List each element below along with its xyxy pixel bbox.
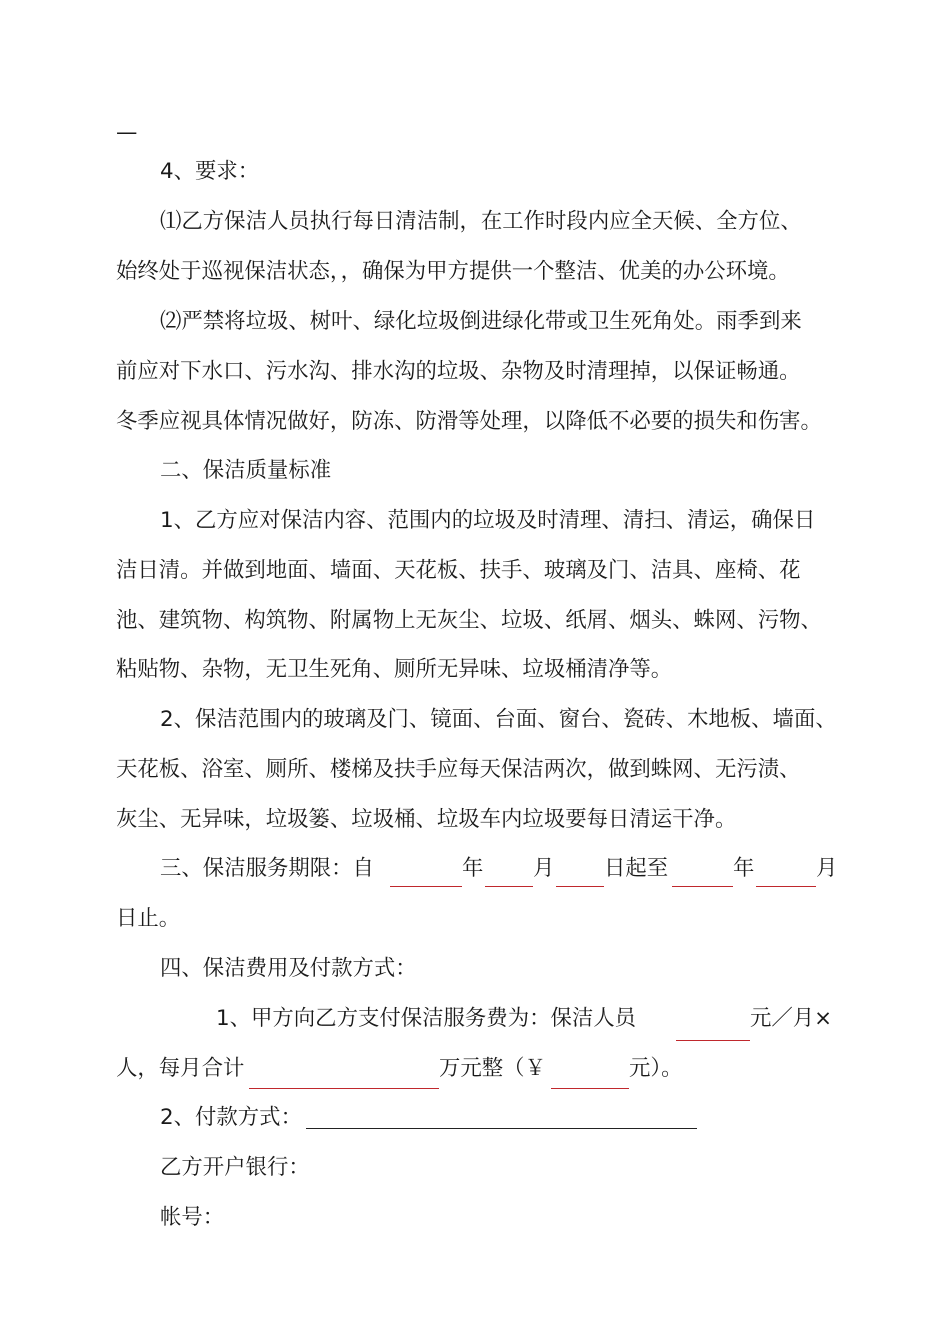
payment-method-line xyxy=(0,1103,950,1137)
fee-line-1 xyxy=(0,1004,950,1044)
payment-method-blank[interactable] xyxy=(306,1128,697,1129)
requirements-heading: 4、要求： xyxy=(160,159,260,184)
fee-text: 人，每月合计 xyxy=(116,1056,245,1081)
start-year-blank[interactable] xyxy=(390,886,462,887)
paragraph-line: 前应对下水口、污水沟、排水沟的垃圾、杂物及时清理掉，以保证畅通。 xyxy=(116,359,801,384)
paragraph-line: 1、乙方应对保洁内容、范围内的垃圾及时清理、清扫、清运，确保日 xyxy=(160,508,816,533)
account-label: 帐号： xyxy=(160,1205,225,1230)
start-day-blank[interactable] xyxy=(556,886,604,887)
fee-line-2 xyxy=(0,1054,950,1094)
section-heading-quality: 二、保洁质量标准 xyxy=(160,458,332,483)
paragraph-line: 日止。 xyxy=(116,906,181,931)
payment-method-label: 2、付款方式： xyxy=(160,1105,302,1130)
monthly-total-blank[interactable] xyxy=(249,1088,439,1089)
amount-yuan-blank[interactable] xyxy=(551,1088,629,1089)
paragraph-line: ⑵严禁将垃圾、树叶、绿化垃圾倒进绿化带或卫生死角处。雨季到来 xyxy=(160,309,802,334)
day-to-label: 日起至 xyxy=(604,856,669,881)
monthly-fee-per-person-blank[interactable] xyxy=(676,1040,750,1041)
paragraph-line: 灰尘、无异味，垃圾篓、垃圾桶、垃圾车内垃圾要每日清运干净。 xyxy=(116,807,737,832)
service-period-label: 三、保洁服务期限：自 xyxy=(160,856,374,881)
month-label: 月 xyxy=(533,856,555,881)
fee-text: 元）。 xyxy=(629,1056,683,1081)
end-month-blank[interactable] xyxy=(756,886,816,887)
paragraph-line: 天花板、浴室、厕所、楼梯及扶手应每天保洁两次，做到蛛网、无污渍、 xyxy=(116,757,801,782)
section-heading-fees: 四、保洁费用及付款方式： xyxy=(160,956,417,981)
fee-text: 万元整（￥ xyxy=(439,1056,546,1081)
month-label: 月 xyxy=(816,856,838,881)
dash-line: — xyxy=(116,120,138,145)
year-label: 年 xyxy=(733,856,755,881)
paragraph-line: 粘贴物、杂物，无卫生死角、厕所无异味、垃圾桶清净等。 xyxy=(116,657,673,682)
fee-text: 1、甲方向乙方支付保洁服务费为：保洁人员 xyxy=(216,1006,637,1031)
paragraph-line: 冬季应视具体情况做好，防冻、防滑等处理，以降低不必要的损失和伤害。 xyxy=(116,409,822,434)
paragraph-line: 洁日清。并做到地面、墙面、天花板、扶手、玻璃及门、洁具、座椅、花 xyxy=(116,558,801,583)
fee-unit-text: 元／月× xyxy=(750,1006,833,1031)
end-year-blank[interactable] xyxy=(672,886,733,887)
bank-label: 乙方开户银行： xyxy=(160,1155,310,1180)
paragraph-line: 始终处于巡视保洁状态，，确保为甲方提供一个整洁、优美的办公环境。 xyxy=(116,259,790,284)
start-month-blank[interactable] xyxy=(485,886,533,887)
paragraph-line: ⑴乙方保洁人员执行每日清洁制，在工作时段内应全天候、全方位、 xyxy=(160,209,802,234)
service-period-line xyxy=(0,854,950,888)
paragraph-line: 池、建筑物、构筑物、附属物上无灰尘、垃圾、纸屑、烟头、蛛网、污物、 xyxy=(116,608,822,633)
year-label: 年 xyxy=(462,856,484,881)
paragraph-line: 2、保洁范围内的玻璃及门、镜面、台面、窗台、瓷砖、木地板、墙面、 xyxy=(160,707,837,732)
